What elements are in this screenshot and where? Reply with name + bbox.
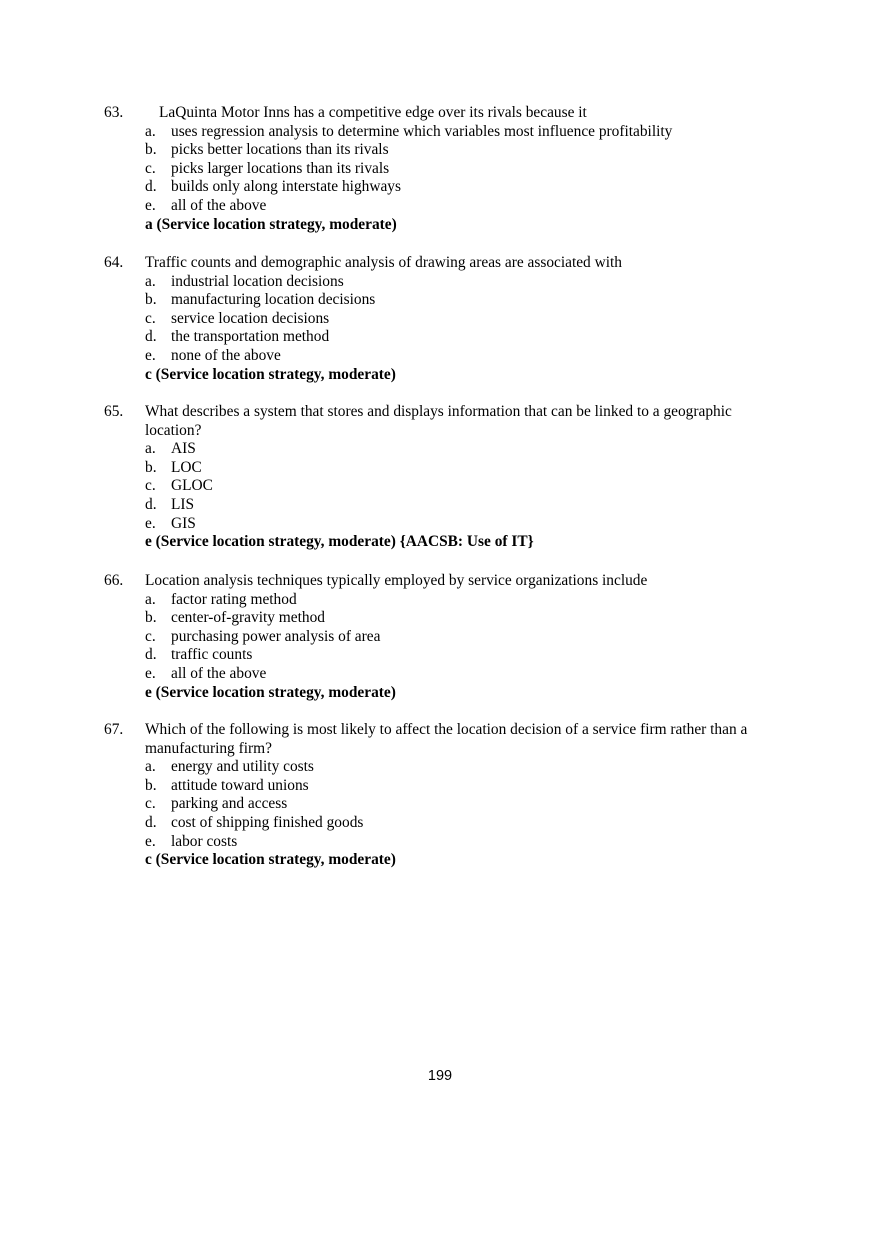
option-text: attitude toward unions (171, 776, 309, 794)
option-text: LIS (171, 495, 195, 513)
option-letter: e. (145, 514, 156, 532)
question-body (145, 721, 785, 870)
option-letter: e. (145, 346, 156, 364)
option-letter: d. (145, 646, 157, 664)
answer-key: e (Service location strategy, moderate) {AACSB: Use of IT} (145, 533, 534, 551)
question-number: 66. (104, 572, 124, 589)
question-stem: LaQuinta Motor Inns has a competitive edge over its rivals because it (159, 104, 587, 121)
question-number: 67. (104, 721, 124, 738)
option-letter: c. (145, 477, 156, 495)
option-d (145, 496, 785, 515)
option-letter: a. (145, 122, 156, 140)
option-text: all of the above (171, 196, 267, 214)
option-text: industrial location decisions (171, 272, 344, 290)
option-a (145, 758, 785, 777)
option-text: service location decisions (171, 309, 330, 327)
option-text: manufacturing location decisions (171, 291, 376, 309)
option-letter: b. (145, 609, 157, 627)
option-letter: a. (145, 590, 156, 608)
option-letter: a. (145, 272, 156, 290)
option-letter: d. (145, 813, 157, 831)
option-text: labor costs (171, 832, 238, 850)
question-number: 63. (104, 104, 124, 121)
option-b (145, 291, 785, 310)
option-letter: c. (145, 627, 156, 645)
option-text: picks better locations than its rivals (171, 141, 389, 159)
option-text: all of the above (171, 664, 267, 682)
option-c (145, 477, 785, 496)
option-text: center-of-gravity method (171, 609, 325, 627)
option-d (145, 178, 785, 197)
option-c (145, 160, 785, 179)
option-text: none of the above (171, 346, 281, 364)
option-e (145, 833, 785, 852)
option-d (145, 814, 785, 833)
option-letter: e. (145, 832, 156, 850)
option-e (145, 347, 785, 366)
option-text: builds only along interstate highways (171, 178, 401, 196)
question-stem-line-1: Which of the following is most likely to affect the location decision of a service firm rather than a (145, 721, 748, 738)
option-text: energy and utility costs (171, 758, 314, 776)
page-number: 199 (427, 1068, 453, 1084)
option-d (145, 646, 785, 665)
option-a (145, 273, 785, 292)
option-text: cost of shipping finished goods (171, 813, 364, 831)
option-letter: a. (145, 440, 156, 458)
option-b (145, 459, 785, 478)
question-body (145, 403, 785, 552)
question-number: 64. (104, 254, 124, 271)
option-list (145, 440, 785, 533)
option-list (145, 758, 785, 851)
option-e (145, 197, 785, 216)
option-c (145, 628, 785, 647)
option-b (145, 141, 785, 160)
question-stem-line-2: manufacturing firm? (145, 739, 272, 757)
option-text: purchasing power analysis of area (171, 627, 381, 645)
option-list (145, 123, 785, 216)
option-letter: c. (145, 309, 156, 327)
option-list (145, 273, 785, 366)
question-body (145, 254, 785, 384)
answer-key: e (Service location strategy, moderate) (145, 683, 396, 701)
question-stem-line-1: What describes a system that stores and displays information that can be linked to a geographic (145, 403, 732, 420)
option-text: factor rating method (171, 590, 297, 608)
option-text: the transportation method (171, 328, 330, 346)
option-text: traffic counts (171, 646, 253, 664)
option-a (145, 440, 785, 459)
option-text: GIS (171, 514, 196, 532)
option-text: LOC (171, 458, 202, 476)
option-a (145, 123, 785, 142)
option-letter: b. (145, 291, 157, 309)
option-b (145, 609, 785, 628)
option-c (145, 795, 785, 814)
option-text: GLOC (171, 477, 213, 495)
option-letter: e. (145, 196, 156, 214)
option-text: parking and access (171, 795, 288, 813)
option-text: picks larger locations than its rivals (171, 159, 390, 177)
option-text: AIS (171, 440, 196, 458)
option-list (145, 591, 785, 684)
option-letter: d. (145, 178, 157, 196)
option-text: uses regression analysis to determine which variables most influence profitability (171, 122, 673, 140)
question-stem-line-2: location? (145, 421, 202, 439)
answer-key: c (Service location strategy, moderate) (145, 365, 396, 383)
question-stem: Location analysis techniques typically employed by service organizations include (145, 572, 648, 589)
option-c (145, 310, 785, 329)
answer-key: a (Service location strategy, moderate) (145, 215, 397, 233)
option-e (145, 515, 785, 534)
option-b (145, 777, 785, 796)
answer-key: c (Service location strategy, moderate) (145, 851, 396, 869)
option-d (145, 328, 785, 347)
option-a (145, 591, 785, 610)
option-letter: d. (145, 495, 157, 513)
option-letter: c. (145, 795, 156, 813)
question-body (145, 572, 785, 702)
option-e (145, 665, 785, 684)
question-number: 65. (104, 403, 124, 420)
option-letter: a. (145, 758, 156, 776)
option-letter: d. (145, 328, 157, 346)
option-letter: c. (145, 159, 156, 177)
option-letter: e. (145, 664, 156, 682)
question-stem: Traffic counts and demographic analysis of drawing areas are associated with (145, 254, 622, 271)
option-letter: b. (145, 458, 157, 476)
option-letter: b. (145, 141, 157, 159)
option-letter: b. (145, 776, 157, 794)
question-body (145, 104, 785, 234)
